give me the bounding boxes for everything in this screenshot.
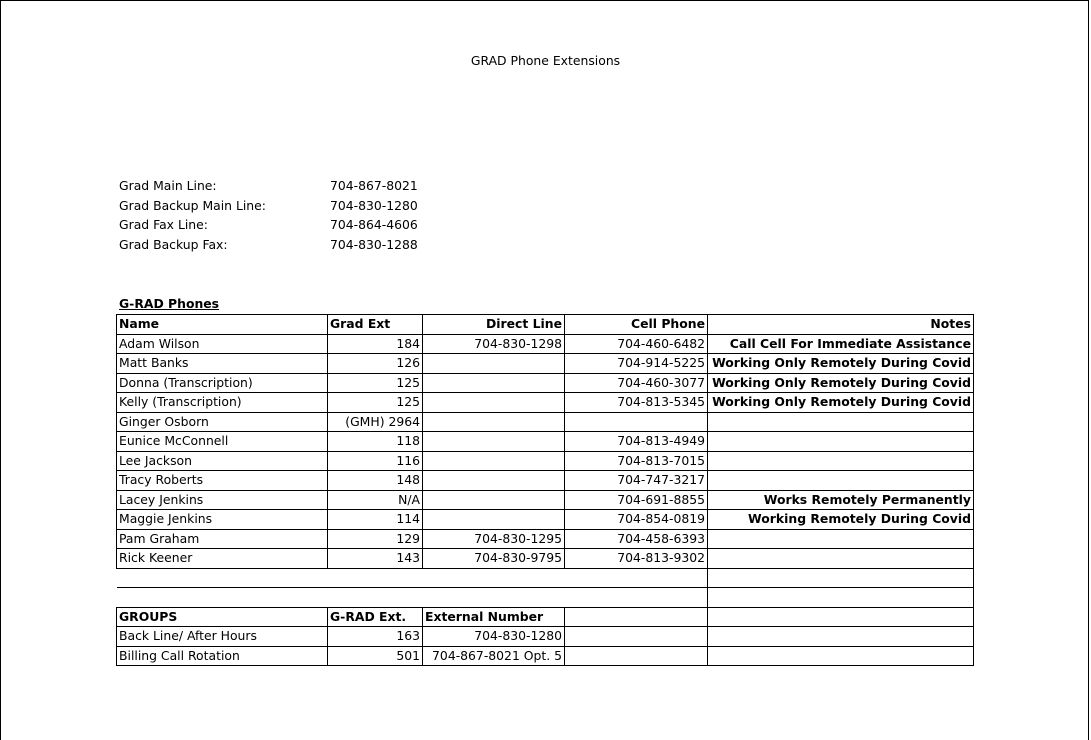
main-line-number: 704-867-8021 [330, 178, 418, 193]
cell-notes [708, 471, 974, 491]
table-row [117, 393, 974, 413]
header-grad-ext: Grad Ext [328, 315, 423, 335]
table-row [117, 334, 974, 354]
cell-notes [708, 529, 974, 549]
spacer-cell [423, 588, 565, 608]
cell-name: Donna (Transcription) [117, 373, 328, 393]
cell-notes: Works Remotely Permanently [708, 490, 974, 510]
cell-cell-phone: 704-813-4949 [565, 432, 708, 452]
cell-direct: 704-830-1298 [423, 334, 565, 354]
backup-main-line-number: 704-830-1280 [330, 197, 418, 213]
backup-main-line-label: Grad Backup Main Line: [119, 197, 266, 213]
cell-cell-phone: 704-691-8855 [565, 490, 708, 510]
cell-cell-phone: 704-914-5225 [565, 354, 708, 374]
header-cell-phone: Cell Phone [565, 315, 708, 335]
cell-ext: 116 [328, 451, 423, 471]
table-row [117, 432, 974, 452]
spacer-row [117, 568, 974, 588]
table-row [117, 471, 974, 491]
cell-ext: 129 [328, 529, 423, 549]
cell-ext: 125 [328, 373, 423, 393]
table-row [117, 451, 974, 471]
spacer-cell [328, 588, 423, 608]
table-row [117, 529, 974, 549]
cell-notes: Working Only Remotely During Covid [708, 354, 974, 374]
cell-ext: 126 [328, 354, 423, 374]
cell-ext: 143 [328, 549, 423, 569]
fax-line-number: 704-864-4606 [330, 217, 418, 232]
spacer-cell [565, 568, 708, 588]
table-row [117, 490, 974, 510]
table-row [117, 354, 974, 374]
spacer-cell [708, 568, 974, 588]
cell-cell-phone: 704-813-9302 [565, 549, 708, 569]
spacer-cell [565, 588, 708, 608]
spacer-cell [423, 568, 565, 588]
backup-fax-label: Grad Backup Fax: [119, 236, 228, 252]
cell-cell-phone: 704-458-6393 [565, 529, 708, 549]
cell-cell-phone: 704-460-6482 [565, 334, 708, 354]
groups-empty-cell [708, 627, 974, 647]
cell-name: Kelly (Transcription) [117, 393, 328, 413]
cell-direct [423, 490, 565, 510]
cell-notes [708, 451, 974, 471]
spacer-cell [117, 568, 328, 588]
cell-cell-phone: 704-813-5345 [565, 393, 708, 413]
table-header-row [117, 315, 974, 335]
cell-name: Rick Keener [117, 549, 328, 569]
cell-direct [423, 432, 565, 452]
groups-header-row [117, 607, 974, 627]
cell-notes [708, 549, 974, 569]
backup-fax-number: 704-830-1288 [330, 236, 418, 252]
cell-name: Maggie Jenkins [117, 510, 328, 530]
cell-notes: Working Only Remotely During Covid [708, 393, 974, 413]
groups-header-name: GROUPS [117, 607, 328, 627]
table-row [117, 412, 974, 432]
cell-direct: 704-830-9795 [423, 549, 565, 569]
group-ext: 163 [328, 627, 423, 647]
phones-table [116, 314, 974, 666]
groups-header-external: External Number [423, 607, 565, 627]
spacer-row [117, 588, 974, 608]
cell-name: Tracy Roberts [117, 471, 328, 491]
cell-direct [423, 412, 565, 432]
cell-direct: 704-830-1295 [423, 529, 565, 549]
group-ext: 501 [328, 646, 423, 666]
header-name: Name [117, 315, 328, 335]
cell-ext: (GMH) 2964 [328, 412, 423, 432]
cell-notes: Call Cell For Immediate Assistance [708, 334, 974, 354]
cell-name: Lee Jackson [117, 451, 328, 471]
table-row [117, 627, 974, 647]
fax-line-label: Grad Fax Line: [119, 217, 208, 232]
main-line-label: Grad Main Line: [119, 178, 217, 193]
groups-empty-cell [565, 627, 708, 647]
cell-direct [423, 451, 565, 471]
cell-ext: 184 [328, 334, 423, 354]
header-notes: Notes [708, 315, 974, 335]
group-name: Back Line/ After Hours [117, 627, 328, 647]
cell-direct [423, 354, 565, 374]
cell-cell-phone: 704-747-3217 [565, 471, 708, 491]
cell-cell-phone: 704-460-3077 [565, 373, 708, 393]
groups-empty-cell [708, 646, 974, 666]
table-row [117, 646, 974, 666]
cell-ext: 148 [328, 471, 423, 491]
cell-name: Lacey Jenkins [117, 490, 328, 510]
header-direct-line: Direct Line [423, 315, 565, 335]
cell-direct [423, 471, 565, 491]
groups-empty-cell [708, 607, 974, 627]
cell-notes: Working Remotely During Covid [708, 510, 974, 530]
cell-name: Ginger Osborn [117, 412, 328, 432]
cell-name: Pam Graham [117, 529, 328, 549]
cell-ext: 114 [328, 510, 423, 530]
cell-ext: N/A [328, 490, 423, 510]
group-external-number: 704-867-8021 Opt. 5 [423, 646, 565, 666]
cell-name: Matt Banks [117, 354, 328, 374]
cell-ext: 125 [328, 393, 423, 413]
cell-notes [708, 432, 974, 452]
cell-cell-phone [565, 412, 708, 432]
cell-notes: Working Only Remotely During Covid [708, 373, 974, 393]
cell-ext: 118 [328, 432, 423, 452]
table-row [117, 549, 974, 569]
cell-name: Eunice McConnell [117, 432, 328, 452]
groups-empty-cell [565, 607, 708, 627]
cell-cell-phone: 704-854-0819 [565, 510, 708, 530]
group-name: Billing Call Rotation [117, 646, 328, 666]
groups-header-ext: G-RAD Ext. [328, 607, 423, 627]
spacer-cell [117, 588, 328, 608]
spacer-cell [328, 568, 423, 588]
table-row [117, 510, 974, 530]
phones-section-label: G-RAD Phones [119, 296, 220, 311]
group-external-number: 704-830-1280 [423, 627, 565, 647]
cell-direct [423, 373, 565, 393]
cell-direct [423, 393, 565, 413]
groups-empty-cell [565, 646, 708, 666]
spacer-cell [708, 588, 974, 608]
page-title: GRAD Phone Extensions [470, 53, 621, 68]
cell-direct [423, 510, 565, 530]
cell-name: Adam Wilson [117, 334, 328, 354]
cell-notes [708, 412, 974, 432]
cell-cell-phone: 704-813-7015 [565, 451, 708, 471]
table-row [117, 373, 974, 393]
